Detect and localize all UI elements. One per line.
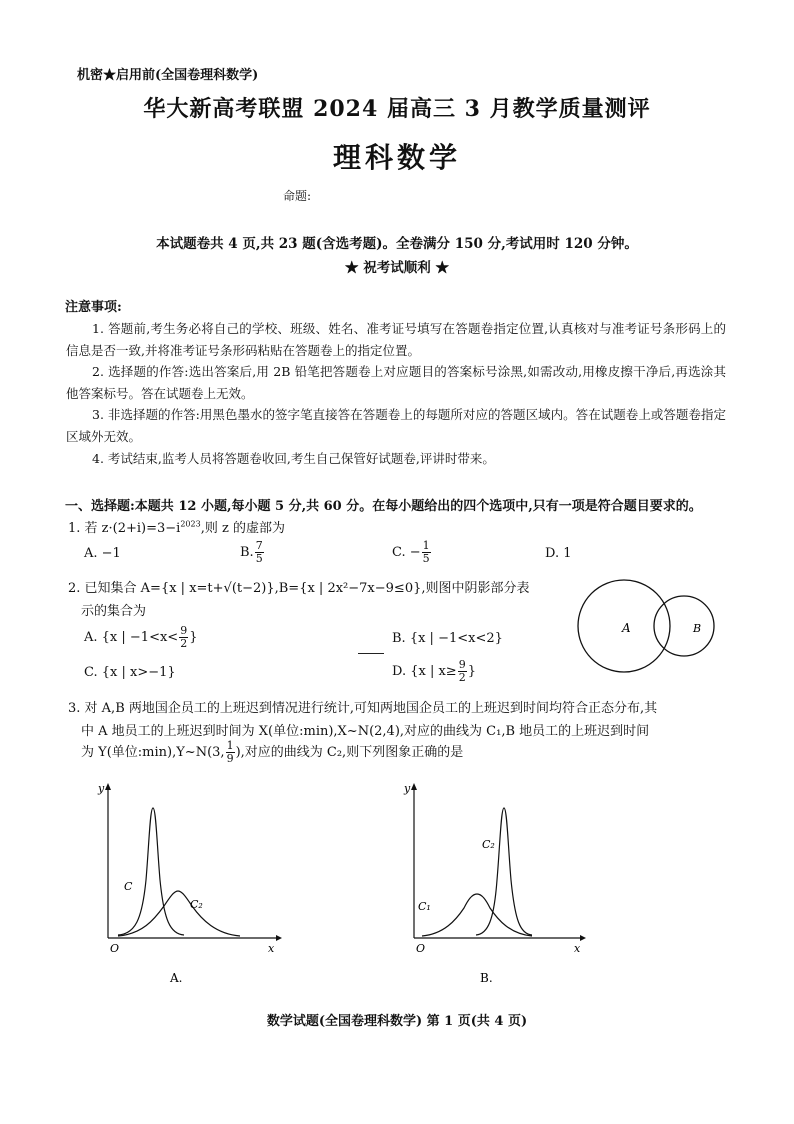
q1-option-c: C. − $\frac{1}{5}$ — [392, 539, 430, 565]
c1-label: C — [124, 880, 133, 893]
q2-option-d: D. {x | x≥ $\frac{9}{2}$ } — [392, 658, 476, 684]
set-b-circle — [654, 596, 714, 656]
q3-stem-line1: 3. 对 A,B 两地国企员工的上班迟到情况进行统计,可知两地国企员工的上班迟到时间均符合正态分布,其 — [68, 701, 658, 716]
graph-option-b — [392, 770, 612, 990]
confidential-label: 机密★启用前(全国卷理科数学) — [77, 68, 259, 83]
y-axis-arrow — [105, 783, 111, 790]
x-axis-arrow — [580, 935, 586, 941]
note-item: 4. 考试结束,监考人员将答题卷收回,考生自己保管好试题卷,评讲时带来。 — [92, 450, 495, 466]
origin-label: O — [416, 942, 426, 955]
x-label: x — [574, 942, 581, 955]
subject-title: 理科数学 — [332, 141, 461, 174]
y-label: y — [98, 782, 105, 795]
c1-label: C₁ — [418, 900, 431, 913]
set-b-label: B — [693, 622, 702, 635]
q3-stem-line2: 中 A 地员工的上班迟到时间为 X(单位:min),X~N(2,4),对应的曲线为 C₁,B 地员工的上班迟到时间 — [81, 724, 650, 739]
x-label: x — [268, 942, 275, 955]
q2-option-b: B. {x | −1<x<2} — [392, 631, 503, 646]
c2-label: C₂ — [482, 838, 495, 851]
curve-c2 — [476, 808, 532, 935]
q2-option-a: A. {x | −1<x< $\frac{9}{2}$ } — [84, 624, 198, 650]
c2-label: C₂ — [190, 898, 203, 911]
q1-option-a: A. −1 — [84, 546, 121, 561]
x-axis-arrow — [276, 935, 282, 941]
notes-list — [66, 318, 726, 469]
q2-stem-line1: 2. 已知集合 A={x | x=t+√(t−2)},B={x | 2x²−7x−9≤0},则图中阴影部分表 — [68, 581, 530, 596]
q2-option-c: C. {x | x>−1} — [84, 665, 176, 680]
q1-option-d: D. 1 — [545, 546, 572, 561]
graph-caption: B. — [480, 971, 493, 985]
note-item: 2. 选择题的作答:选出答案后,用 2B 铅笔把答题卷上对应题目的答案标号涂黑,如需改动,用橡皮擦干净后,再选涂其他答案标号。答在试题卷上无效。 — [66, 364, 726, 401]
exam-title: 华大新高考联盟 2024 届高三 3 月教学质量测评 — [143, 96, 651, 122]
note-item: 1. 答题前,考生务必将自己的学校、班级、姓名、准考证号填写在答题卷指定位置,认真核对与准考证号条形码上的信息是否一致,并将准考证号条形码粘贴在答题卷上的指定位置。 — [66, 321, 726, 358]
graph-option-a — [80, 770, 300, 990]
page-footer: 数学试题(全国卷理科数学) 第 1 页(共 4 页) — [266, 1014, 528, 1029]
venn-diagram — [570, 570, 740, 680]
curve-c1 — [422, 894, 532, 936]
q1-option-b: B. $\frac{7}{5}$ — [240, 539, 263, 565]
q1-stem: 1. 若 $z\cdot(2+i)=3-i^{2023}$,则 z 的虚部为 — [68, 519, 285, 536]
good-luck-line: ★ 祝考试顺利 ★ — [345, 260, 449, 276]
stray-mark — [358, 653, 384, 654]
section-heading: 一、选择题:本题共 12 小题,每小题 5 分,共 60 分。在每小题给出的四个选项中,只有一项是符合题目要求的。 — [65, 499, 702, 514]
graph-caption: A. — [170, 971, 183, 985]
author-label: 命题: — [283, 189, 312, 203]
y-label: y — [404, 782, 411, 795]
y-axis-arrow — [411, 783, 417, 790]
exam-info: 本试题卷共 4 页,共 23 题(含选考题)。全卷满分 150 分,考试用时 120 分钟。 — [156, 236, 638, 252]
q3-stem-line3: 为 Y(单位:min),Y~N(3, $\frac{1}{9}$ ),对应的曲线为 C₂,则下列图象正确的是 — [81, 739, 464, 765]
q2-stem-line2: 示的集合为 — [81, 604, 147, 619]
note-item: 3. 非选择题的作答:用黑色墨水的签字笔直接答在答题卷上的每题所对应的答题区域内。答在试题卷上或答题卷指定区域外无效。 — [66, 407, 726, 444]
set-a-label: A — [622, 621, 631, 635]
notes-heading: 注意事项: — [65, 300, 122, 315]
curve-c2 — [118, 891, 240, 936]
origin-label: O — [110, 942, 120, 955]
curve-c1 — [118, 808, 184, 935]
